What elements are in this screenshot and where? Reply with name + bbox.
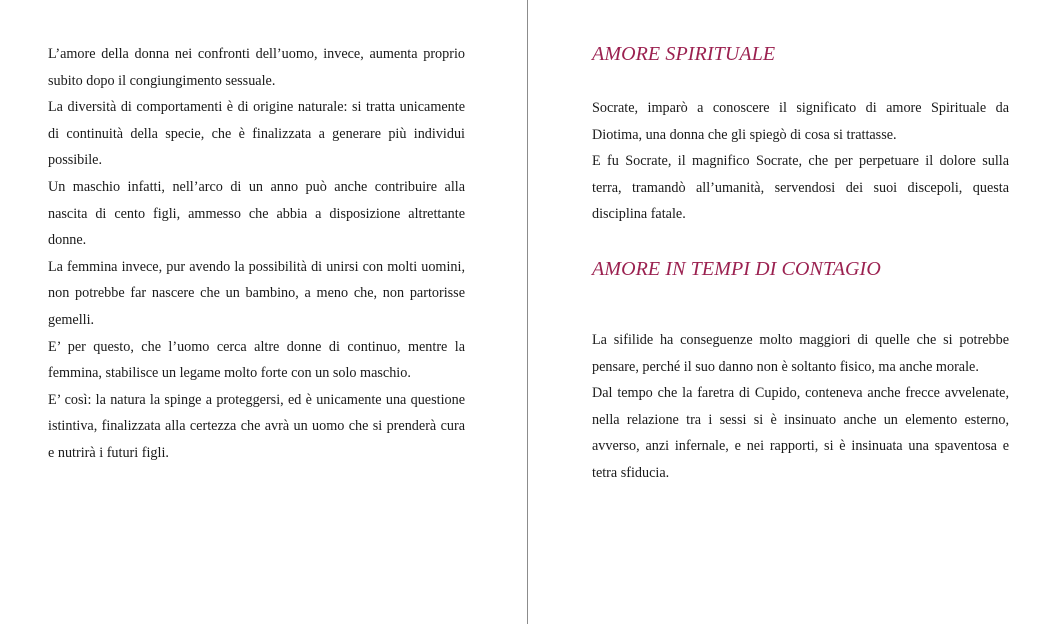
page-divider <box>527 0 528 624</box>
paragraph: Dal tempo che la faretra di Cupido, conteneva anche frecce avvelenate, nella relazione tra i sessi si è insinuato anche un elemento esterno, avverso, anzi infernale, e nei rapporti, si è insinuata una spaventosa e tetra sfiducia. <box>592 385 1009 481</box>
paragraph: Un maschio infatti, nell’arco di un anno può anche contribuire alla nascita di cento figli, ammesso che abbia a disposizione altrettante donne. <box>48 178 465 249</box>
section-body-amore-in-tempi-di-contagio <box>592 327 1009 487</box>
left-page-body <box>48 41 465 467</box>
paragraph: La femmina invece, pur avendo la possibilità di unirsi con molti uomini, non potrebbe far nascere che un bambino, a meno che, non partorisse gemelli. <box>48 258 465 328</box>
paragraph: E’ per questo, che l’uomo cerca altre donne di continuo, mentre la femmina, stabilisce un legame molto forte con un solo maschio. <box>48 338 465 382</box>
paragraph: E’ così: la natura la spinge a proteggersi, ed è unicamente una questione istintiva, finalizzata alla certezza che avrà un uomo che si prenderà cura e nutrirà i futuri figli. <box>48 391 465 461</box>
section-title-amore-in-tempi-di-contagio: AMORE IN TEMPI DI CONTAGIO <box>592 258 881 280</box>
right-page <box>529 0 1052 624</box>
paragraph: La diversità di comportamenti è di origine naturale: si tratta unicamente di continuità della specie, che è finalizzata a generare più individui possibile. <box>48 99 465 169</box>
paragraph: Socrate, imparò a conoscere il significato di amore Spirituale da Diotima, una donna che gli spiegò di cosa si trattasse. <box>592 100 1009 143</box>
section-title-amore-spirituale: AMORE SPIRITUALE <box>592 43 776 65</box>
paragraph: E fu Socrate, il magnifico Socrate, che per perpetuare il dolore sulla terra, tramandò all’umanità, servendosi dei suoi discepoli, questa disciplina fatale. <box>592 153 1009 223</box>
paragraph: La sifilide ha conseguenze molto maggiori di quelle che si potrebbe pensare, perché il suo danno non è soltanto fisico, ma anche morale. <box>592 332 1009 375</box>
paragraph: L’amore della donna nei confronti dell’uomo, invece, aumenta proprio subito dopo il congiungimento sessuale. <box>48 46 465 89</box>
section-body-amore-spirituale <box>592 95 1009 228</box>
